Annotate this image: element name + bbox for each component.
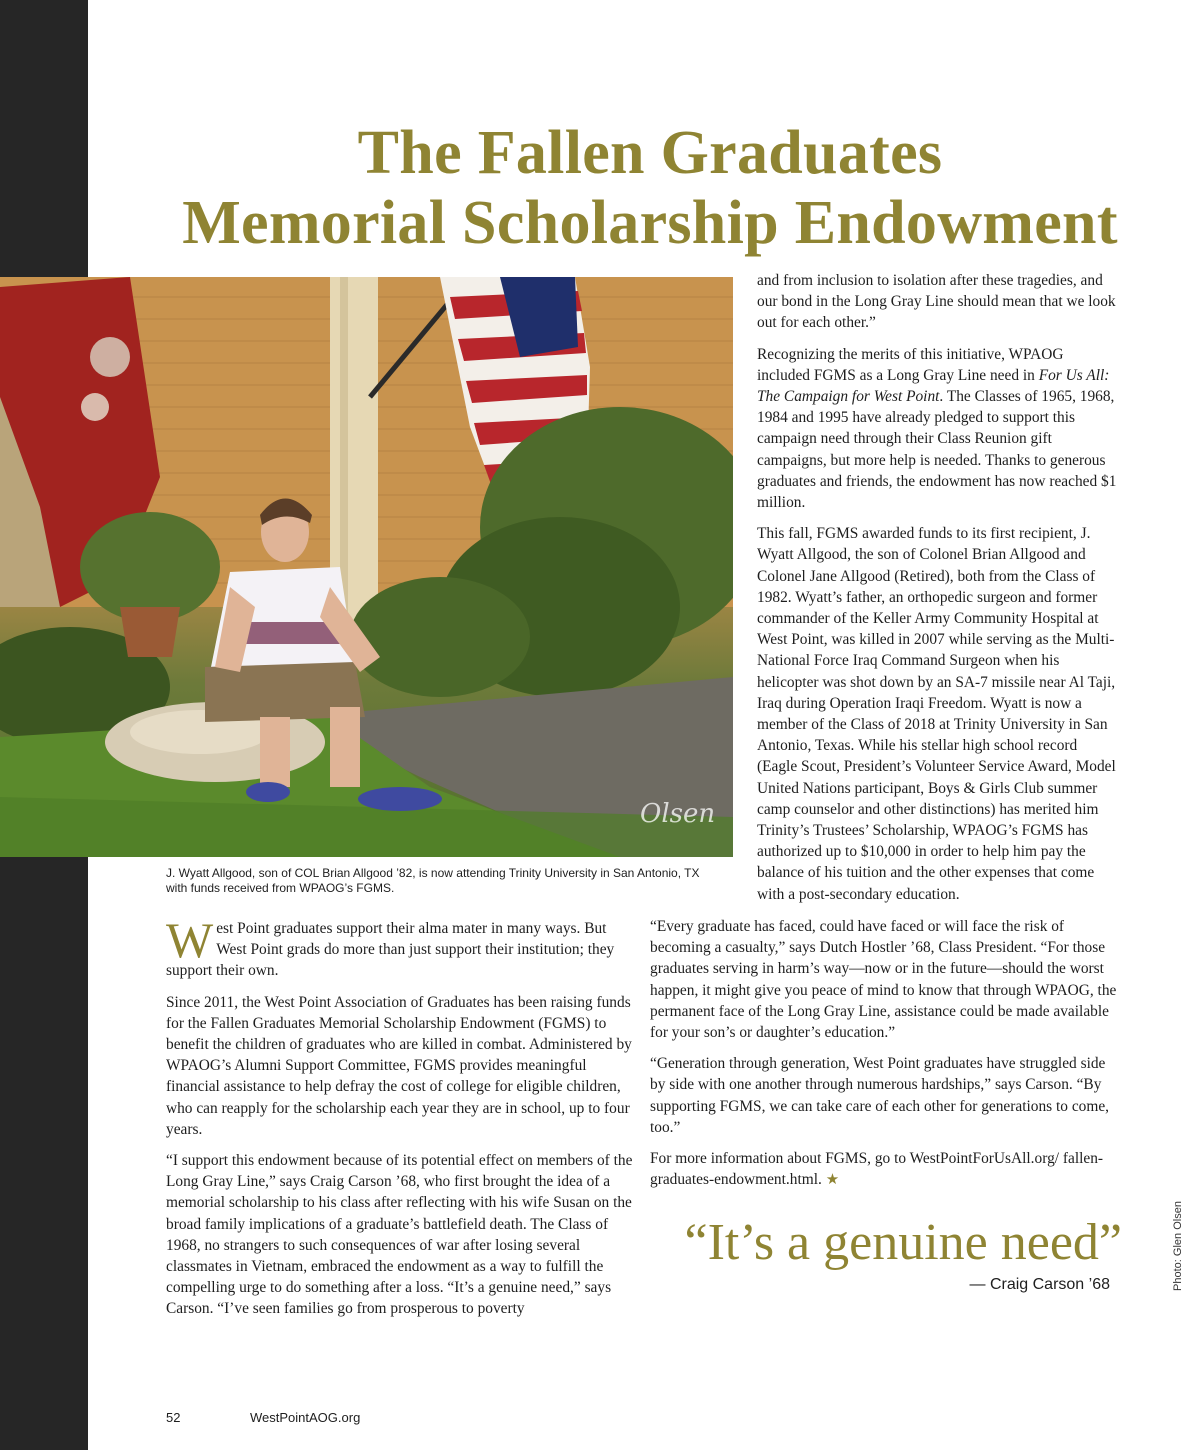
info-link-text: For more information about FGMS, go to WestPointForUsAll.org/ fallen-graduates-endowment.html. (650, 1150, 1104, 1189)
article-title (150, 118, 1150, 258)
photo-credit: Photo: Glen Olsen (1172, 1201, 1184, 1291)
caption-line-1: J. Wyatt Allgood, son of COL Brian Allgood ’82, is now attending Trinity University in San Antonio, TX (166, 866, 700, 880)
right-paragraph-3: This fall, FGMS awarded funds to its first recipient, J. Wyatt Allgood, the son of Colonel Brian Allgood and Colonel Jane Allgood (Retired), both from the Class of 1982. Wyatt’s father, an orthopedic surgeon and former commander of the Keller Army Community Hospital at West Point, was killed in 2007 while serving as the Multi-National Force Iraq Command Surgeon when his helicopter was shot down by an SA-7 missile near Al Taji, Iraq during Operation Iraqi Freedom. Wyatt is now a member of the Class of 2018 at Trinity University in San Antonio, Texas. While his stellar high school record (Eagle Scout, President’s Volunteer Service Award, Model United Nations participant, Boys & Girls Club summer camp counselor and other distinctions) has merited him Trinity’s Trustees’ Scholarship, WPAOG’s FGMS has authorized up to $10,000 in order to help him pay the balance of his tuition and the other expenses that come with a post-secondary education. (757, 525, 1116, 903)
page-number: 52 (166, 1410, 181, 1425)
left-paragraph-1 (166, 912, 636, 982)
photo-watermark: Olsen (640, 799, 716, 829)
photo-illustration (0, 277, 733, 857)
left-paragraph-3: “I support this endowment because of its potential effect on members of the Long Gray Line,” says Craig Carson ’68, who first brought the idea of a memorial scholarship to his class after reflecting with his wife Susan on the broad family implications of a graduate’s battlefield death. The Class of 1968, no strangers to such consequences of war after losing several classmates in Vietnam, embraced the endowment as a way to fulfill the compelling urge to do something after a loss. “It’s a genuine need,” says Carson. “I’ve seen families go from prosperous to poverty (166, 1152, 633, 1318)
left-column (166, 912, 636, 1330)
middle-column (650, 916, 1120, 1201)
left-paragraph-1-text: est Point graduates support their alma mater in many ways. But West Point grads do more than just support their institution; they support their own. (166, 920, 615, 980)
campaign-title: For Us All: The Campaign for West Point (757, 366, 1110, 406)
title-line-1: The Fallen Graduates (357, 119, 943, 187)
middle-paragraph-3 (650, 1148, 1120, 1191)
left-paragraph-2: Since 2011, the West Point Association of Graduates has been raising funds for the Fallen Graduates Memorial Scholarship Endowment (FGMS) to benefit the children of graduates who are killed in combat. Administered by WPAOG’s Alumni Support Committee, FGMS provides meaningful financial assistance to help defray the cost of college for eligible children, who can reapply for the scholarship each year they are in school, up to four years. (166, 993, 632, 1138)
article-photo (0, 277, 733, 857)
title-line-2: Memorial Scholarship Endowment (182, 189, 1118, 257)
footer-site: WestPointAOG.org (250, 1410, 361, 1425)
right-paragraph-2-a: Recognizing the merits of this initiative, WPAOG included FGMS as a Long Gray Line need in (757, 345, 1064, 384)
end-star-icon: ★ (825, 1172, 840, 1189)
right-paragraph-2-b: . The Classes of 1965, 1968, 1984 and 1995 have already pledged to support this campaign need through their Class Reunion gift campaigns, but more help is needed. Thanks to generous graduates and friends, the endowment has now reached $1 million. (757, 388, 1117, 512)
right-paragraph-1: and from inclusion to isolation after these tragedies, and our bond in the Long Gray Line should mean that we look out for each other.” (757, 272, 1116, 332)
photo-caption (166, 866, 736, 896)
right-paragraph-2 (757, 344, 1119, 514)
middle-paragraph-1: “Every graduate has faced, could have faced or will face the risk of becoming a casualty,” says Dutch Hostler ’68, Class President. “For those graduates serving in harm’s way—now or in the future—should the worst happen, it might give you peace of mind to know that through WPAOG, the permanent face of the Long Gray Line, assistance could be made available for your son’s or daughter’s education.” (650, 918, 1117, 1042)
pull-quote-attribution: — Craig Carson ’68 (969, 1276, 1110, 1293)
right-column (757, 270, 1119, 915)
pull-quote: “It’s a genuine need” (684, 1214, 1122, 1271)
middle-paragraph-2: “Generation through generation, West Point graduates have struggled side by side with one another through numerous hardships,” says Carson. “By supporting FGMS, we can take care of each other for generations to come, too.” (650, 1055, 1109, 1136)
drop-cap: W (166, 912, 214, 968)
caption-line-2: with funds received from WPAOG’s FGMS. (166, 881, 395, 895)
